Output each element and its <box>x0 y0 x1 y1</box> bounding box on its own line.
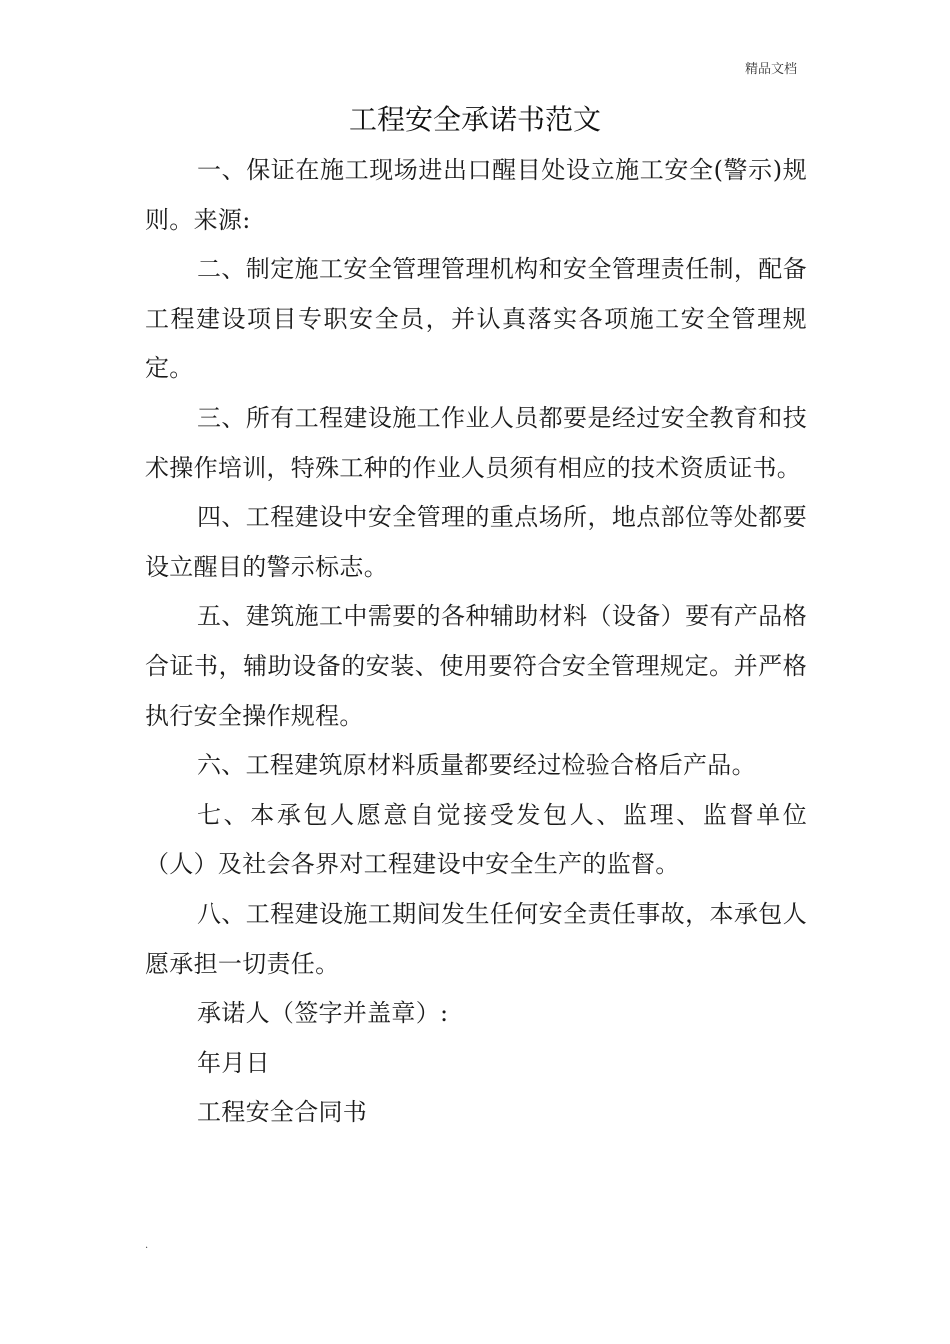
header-tag: 精品文档 <box>745 62 798 77</box>
paragraph-5: 五、建筑施工中需要的各种辅助材料（设备）要有产品格合证书，辅助设备的安装、使用要符合安全管理规定。并严格执行安全操作规程。 <box>145 602 807 730</box>
paragraph-6: 六、工程建筑原材料质量都要经过检验合格后产品。 <box>197 751 756 780</box>
paragraph-4: 四、工程建设中安全管理的重点场所，地点部位等处都要设立醒目的警示标志。 <box>145 503 807 581</box>
paragraph-3: 三、所有工程建设施工作业人员都要是经过安全教育和技术操作培训，特殊工种的作业人员须有相应的技术资质证书。 <box>145 403 807 482</box>
closing-line: 工程安全合同书 <box>197 1098 368 1127</box>
paragraph-1: 一、保证在施工现场进出口醒目处设立施工安全(警示)规则。来源: <box>145 156 807 234</box>
footer-mark: . <box>145 1240 149 1251</box>
date-line: 年月日 <box>197 1048 270 1077</box>
signatory-line: 承诺人（签字并盖章）: <box>197 999 449 1028</box>
paragraph-7: 七、本承包人愿意自觉接受发包人、监理、监督单位（人）及社会各界对工程建设中安全生产的监督。 <box>145 800 807 879</box>
paragraph-2: 二、制定施工安全管理管理机构和安全管理责任制，配备工程建设项目专职安全员，并认真落实各项施工安全管理规定。 <box>145 255 807 383</box>
document-body <box>145 146 807 1138</box>
paragraph-8: 八、工程建设施工期间发生任何安全责任事故，本承包人愿承担一切责任。 <box>145 899 807 978</box>
document-title: 工程安全承诺书范文 <box>348 103 601 136</box>
